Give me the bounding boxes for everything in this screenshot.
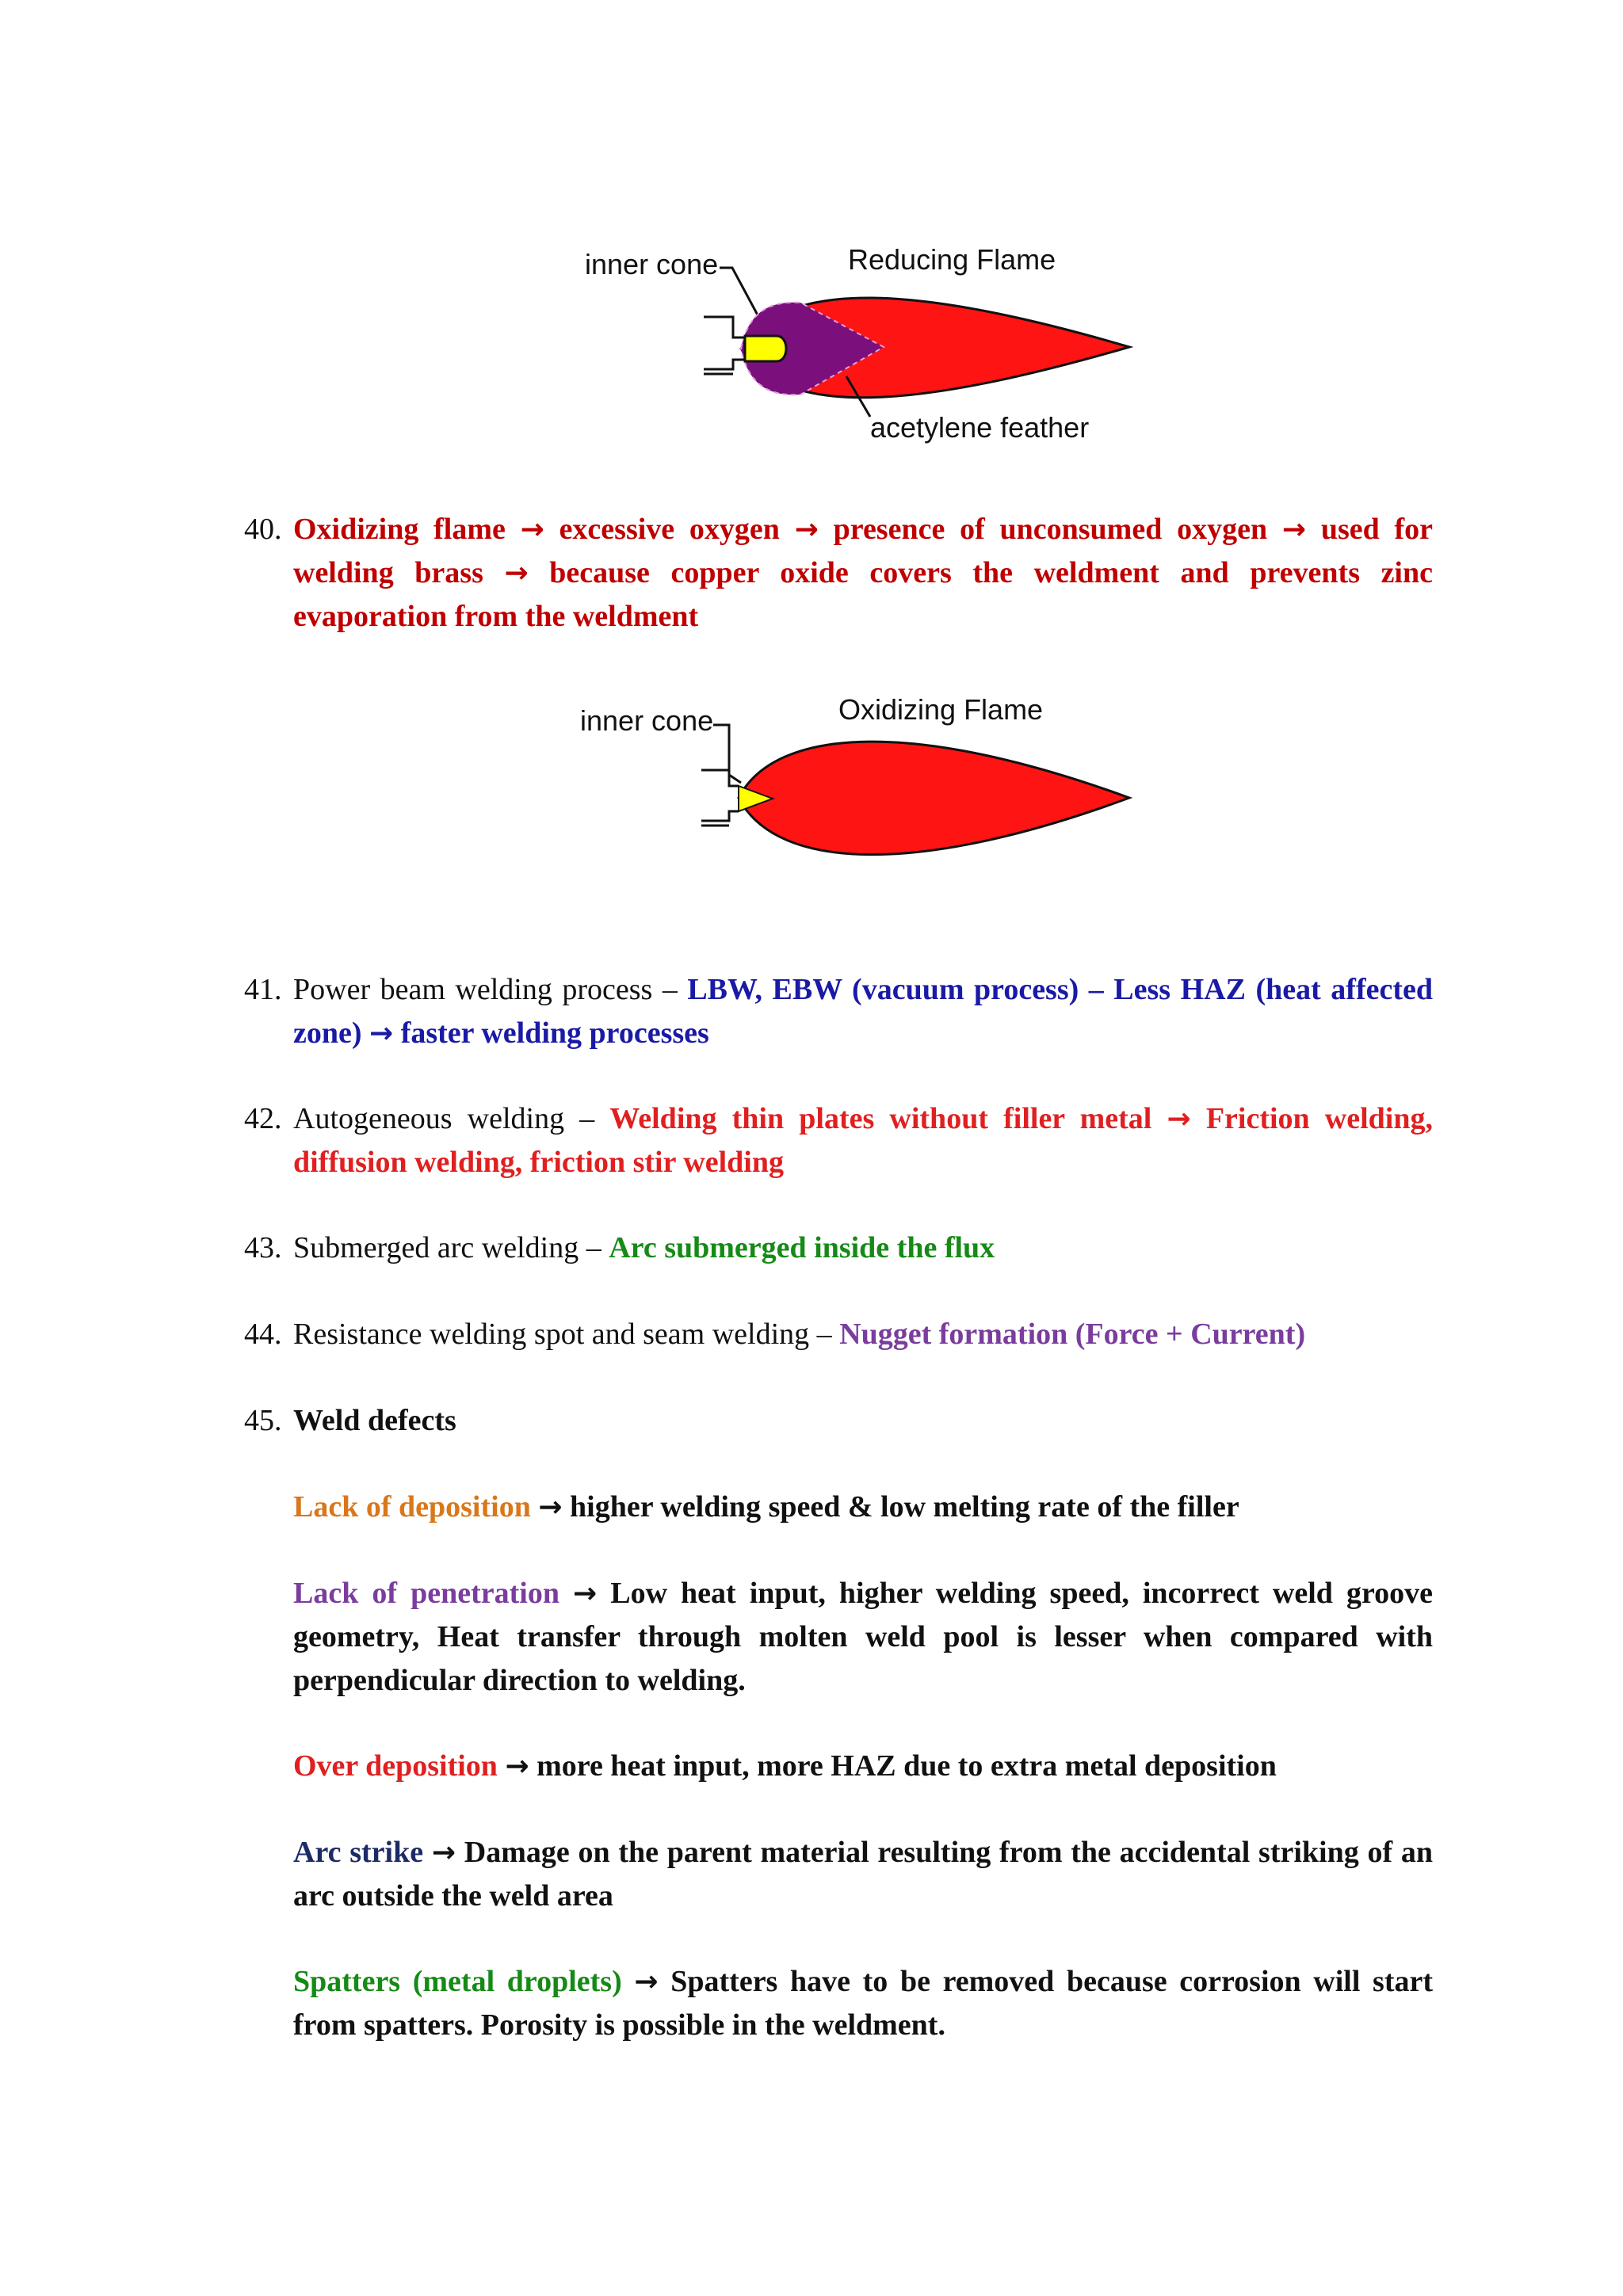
- list-item-44: [244, 1313, 1433, 1356]
- oxidizing-flame-diagram: [571, 681, 1173, 879]
- defect-term: Spatters (metal droplets): [293, 1965, 622, 1998]
- item-40-text-2: excessive oxygen: [559, 513, 780, 546]
- arrow-icon: →: [538, 1491, 563, 1524]
- torch-tip-lower: [704, 360, 745, 369]
- item-number: 45.: [244, 1404, 282, 1437]
- reducing-flame-figure: [571, 230, 1173, 460]
- item-44-text-1: Nugget formation (Force + Current): [839, 1318, 1306, 1351]
- defect-over-deposition: [293, 1745, 1433, 1788]
- defect-description: Damage on the parent material resulting from the accidental striking of an arc outside the weld area: [293, 1836, 1433, 1913]
- defect-lack-of-deposition: [293, 1486, 1433, 1529]
- torch-tip-upper: [704, 317, 745, 338]
- oxidizing-flame-figure: [571, 681, 1173, 879]
- list-item-42: [244, 1097, 1433, 1184]
- item-number: 41.: [244, 973, 282, 1006]
- defect-arc-strike: [293, 1831, 1433, 1918]
- defect-term: Arc strike: [293, 1836, 424, 1869]
- arrow-icon: →: [505, 1750, 529, 1783]
- item-41-text-1: LBW, EBW (vacuum process) – Less HAZ (heat affected zone): [293, 973, 1433, 1050]
- arrow-icon: →: [794, 513, 819, 546]
- item-number: 44.: [244, 1318, 282, 1351]
- item-body: [293, 508, 1433, 639]
- item-43-text-1: Arc submerged inside the flux: [609, 1231, 995, 1264]
- item-40-text-5: because copper oxide covers the weldment and prevents zinc evaporation from the weldment: [293, 556, 1433, 633]
- list-item-43: [244, 1226, 1433, 1270]
- list-item-41: [244, 968, 1433, 1055]
- list-item-40: [244, 508, 1433, 639]
- item-42-text-2: Friction welding, diffusion welding, friction stir welding: [293, 1102, 1433, 1179]
- item-42-text-1: Welding thin plates without filler metal: [609, 1102, 1152, 1135]
- item-body: [293, 1226, 1433, 1270]
- reducing-flame-diagram: [571, 230, 1173, 460]
- arrow-icon: →: [634, 1966, 659, 1998]
- inner-cone-leader-line: [720, 268, 761, 321]
- arrow-icon: →: [369, 1017, 394, 1050]
- defect-description: Low heat input, higher welding speed, incorrect weld groove geometry, Heat transfer through molten weld pool is lesser when compared with perpendicular direction to welding.: [293, 1577, 1433, 1697]
- inner-cone-label: inner cone: [585, 248, 719, 280]
- inner-cone-label: inner cone: [580, 704, 714, 737]
- reducing-flame-title: Reducing Flame: [848, 243, 1056, 276]
- inner-cone-shape: [745, 336, 786, 361]
- arrow-icon: →: [1281, 513, 1307, 546]
- item-body: [293, 968, 1433, 1055]
- arrow-icon: →: [1167, 1103, 1191, 1135]
- arrow-icon: →: [573, 1577, 598, 1610]
- item-42-lead: Autogeneous welding –: [293, 1102, 610, 1135]
- item-number: 43.: [244, 1231, 282, 1264]
- acetylene-feather-label: acetylene feather: [870, 411, 1090, 444]
- defect-lack-of-penetration: [293, 1572, 1433, 1703]
- arrow-icon: →: [504, 557, 529, 589]
- defect-description: more heat input, more HAZ due to extra metal deposition: [537, 1749, 1277, 1783]
- item-title: Weld defects: [293, 1404, 456, 1437]
- item-41-text-2: faster welding processes: [400, 1016, 709, 1050]
- item-body: [293, 1313, 1433, 1356]
- arrow-icon: →: [520, 513, 544, 546]
- defect-term: Lack of penetration: [293, 1577, 559, 1610]
- item-41-lead: Power beam welding process –: [293, 973, 688, 1006]
- oxidizing-flame-shape: [739, 742, 1129, 855]
- defect-description: Spatters have to be removed because corrosion will start from spatters. Porosity is possible in the weldment.: [293, 1965, 1434, 2042]
- arrow-icon: →: [431, 1836, 456, 1869]
- oxidizing-flame-term: Oxidizing flame: [293, 513, 506, 546]
- defect-spatters: [293, 1960, 1433, 2047]
- item-40-text-3: presence of unconsumed oxygen: [833, 513, 1268, 546]
- item-40-text-4: used for welding brass: [293, 513, 1434, 589]
- item-body: [293, 1097, 1433, 1184]
- defect-term: Over deposition: [293, 1749, 498, 1783]
- defect-term: Lack of deposition: [293, 1490, 531, 1524]
- item-number: 42.: [244, 1102, 282, 1135]
- item-44-lead: Resistance welding spot and seam welding –: [293, 1318, 840, 1351]
- list-item-45: [244, 1399, 1433, 1443]
- defect-description: higher welding speed & low melting rate of the filler: [570, 1490, 1239, 1524]
- item-number: 40.: [244, 513, 282, 546]
- item-43-lead: Submerged arc welding –: [293, 1231, 609, 1264]
- torch-tip-lower: [701, 811, 739, 821]
- oxidizing-flame-title: Oxidizing Flame: [838, 693, 1044, 726]
- inner-cone-leader-line: [713, 725, 741, 783]
